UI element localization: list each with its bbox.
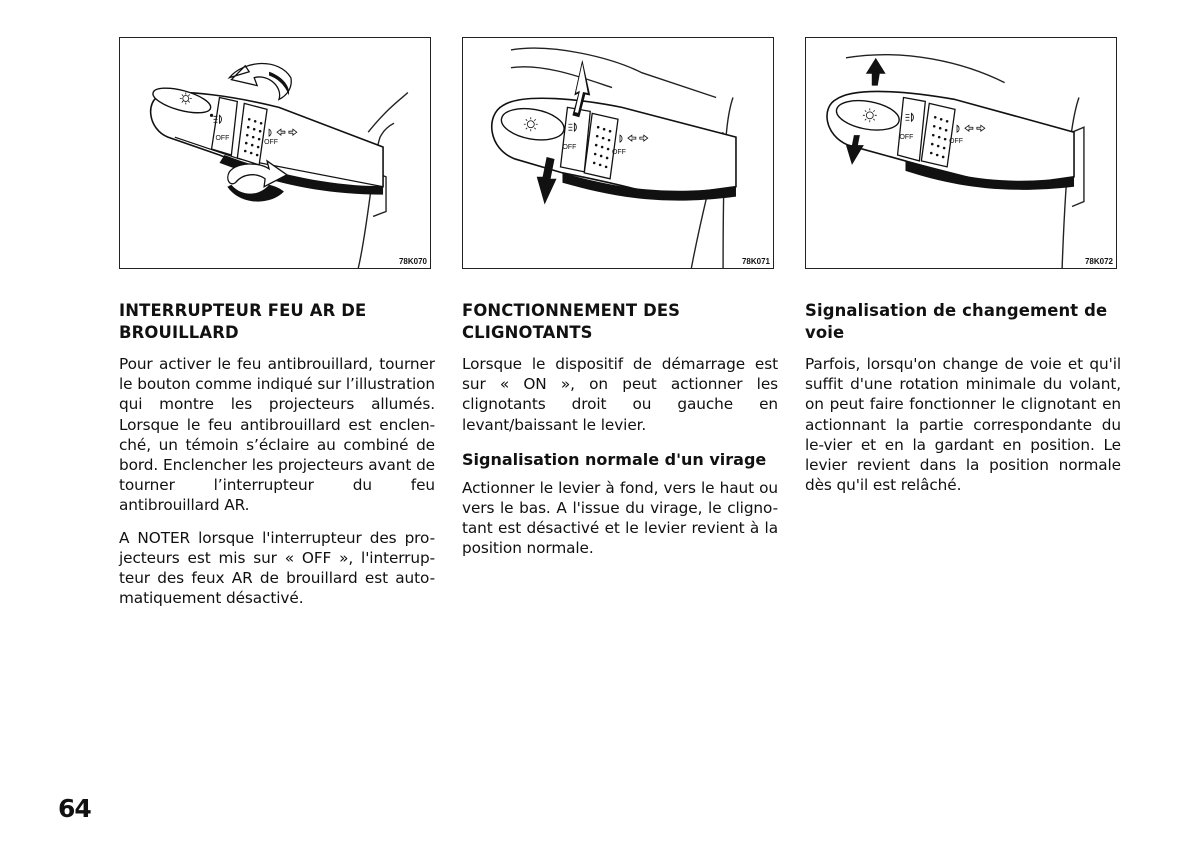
page-number: 64 (58, 794, 91, 823)
paragraph: Actionner le levier à fond, vers le haut ou vers le bas. A l'issue du virage, le cligno-tant est désactivé et le levier revient à la position normale. (462, 478, 778, 558)
off-label: OFF (949, 138, 963, 146)
column-lane-change (805, 300, 1121, 507)
lever-illustration (463, 38, 773, 268)
figure-lane-change (805, 37, 1117, 269)
figure-rear-fog-switch (119, 37, 431, 269)
up-arrow-icon (866, 58, 886, 86)
figure-turn-signals (462, 37, 774, 269)
figure-code: 78K070 (398, 257, 427, 266)
lever-illustration (120, 38, 430, 268)
section-heading: FONCTIONNEMENT DES CLIGNOTANTS (462, 301, 681, 342)
paragraph: Parfois, lorsqu'on change de voie et qu'il suffit d'une rotation minimale du volant, on peut faire fonctionner le clignotant en actionnant la partie correspondante du le-vier et en la gardant en position. Le levier revient dans la position normale dès qu'il est relâché. (805, 355, 1121, 495)
rotate-arrow-icon (229, 64, 291, 100)
subsection-heading: Signalisation normale d'un virage (462, 449, 767, 469)
paragraph: Lorsque le dispositif de démarrage est sur « ON », on peut actionner les clignotants droit ou gauche en levant/baissant le levier. (462, 355, 778, 434)
lever-illustration (806, 38, 1116, 268)
section-heading: Signalisation de changement de voie (805, 301, 1108, 342)
column-rear-fog-switch (119, 300, 435, 620)
paragraph: A NOTER lorsque l'interrupteur des pro-jecteurs est mis sur « OFF », l'interrup-teur des feux AR de brouillard est auto-matiquement désactivé. (119, 528, 435, 608)
section-heading: INTERRUPTEUR FEU AR DE BROUILLARD (119, 301, 367, 342)
off-label: OFF (899, 134, 914, 142)
off-label: OFF (612, 148, 626, 156)
figure-code: 78K072 (1084, 257, 1113, 266)
paragraph: Pour activer le feu antibrouillard, tourner le bouton comme indiqué sur l’illustration qui montre les projecteurs allumés. Lorsque le feu antibrouillard est enclen-ché, un témoin s’éclaire au combiné de bord. Enclencher les projecteurs avant de tourner l’interrupteur du feu antibrouillard AR. (119, 355, 435, 515)
figure-code: 78K071 (741, 257, 770, 266)
off-label: OFF (215, 135, 230, 143)
column-turn-signals (462, 300, 778, 571)
off-label: OFF (264, 139, 278, 147)
off-label: OFF (562, 144, 577, 152)
